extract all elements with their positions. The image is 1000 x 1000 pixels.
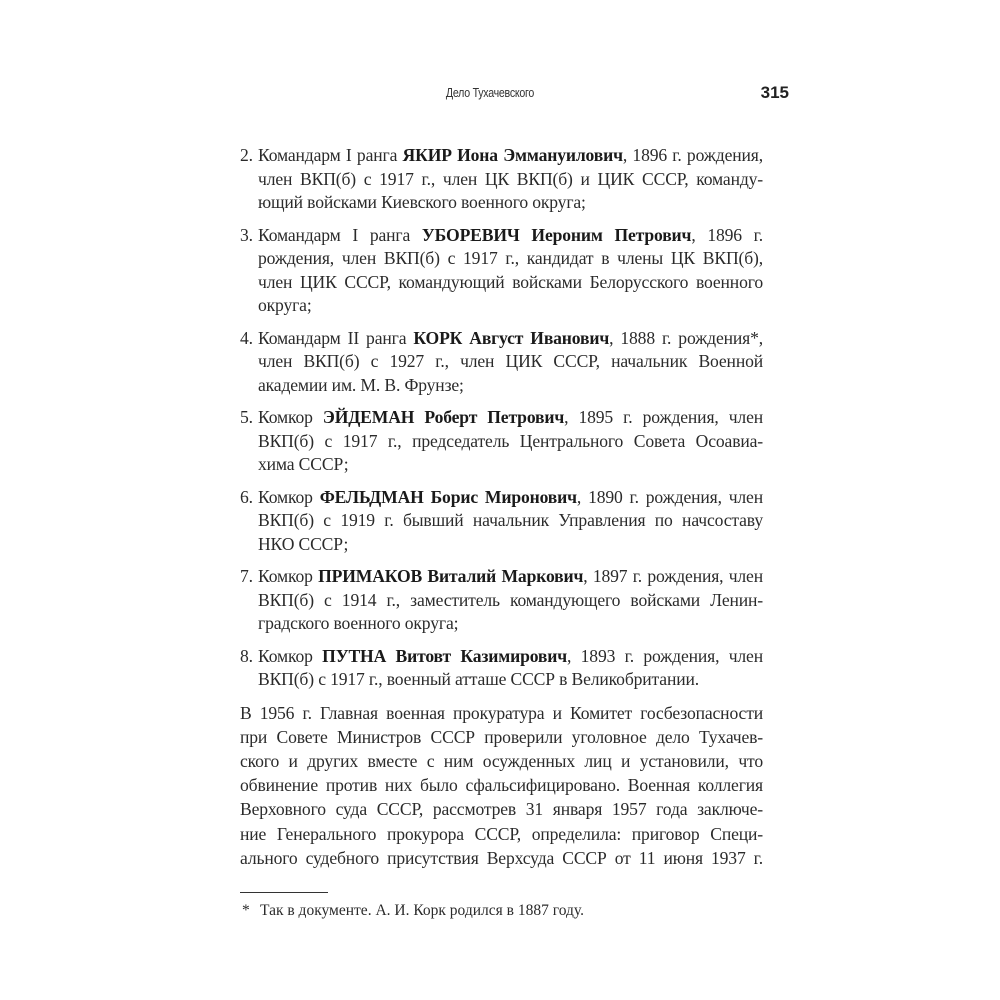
- list-item-line: ВКП(б) с 1919 г. бывший начальник Управления по начсоставу: [258, 510, 763, 530]
- list-item-name: ФЕЛЬДМАН Борис Миронович: [319, 486, 577, 507]
- list-item-name: ЯКИР Иона Эммануилович: [402, 145, 623, 165]
- footnote-divider: [240, 892, 328, 893]
- list-item-line: ВКП(б) с 1917 г., председатель Центрального Совета Осоавиа-: [258, 430, 763, 451]
- list-item-details: , 1895 г. рождения, член: [564, 407, 763, 427]
- list-item-line: член ВКП(б) с 1917 г., член ЦК ВКП(б) и ЦИК СССР, команду-: [258, 168, 763, 189]
- list-item-line: член ЦИК СССР, командующий войсками Белорусского военного: [258, 271, 763, 292]
- list-item-first-line: [240, 224, 763, 248]
- list-item-name: УБОРЕВИЧ Иероним Петрович: [421, 224, 692, 245]
- list-item: [240, 406, 763, 477]
- list-item-number: 2.: [240, 145, 253, 165]
- running-head-title: Дело Тухачевского: [445, 86, 535, 100]
- list-item-name: ПРИМАКОВ Виталий Маркович: [318, 566, 584, 586]
- list-item-details: , 1893 г. рождения, член: [567, 645, 763, 666]
- list-item-details: , 1896 г. рождения,: [622, 145, 763, 165]
- list-item: [240, 645, 763, 692]
- paragraph-line: ального судебного присутствия Верхсуда СССР от 11 июня 1937 г.: [240, 847, 763, 868]
- list-item-details: , 1897 г. рождения, член: [583, 566, 763, 586]
- list-item-rank: Комкор: [258, 407, 323, 427]
- defendants-list: [240, 144, 763, 692]
- list-item-line: градского военного округа;: [258, 613, 459, 633]
- list-item: [240, 224, 763, 318]
- list-item: [240, 565, 763, 636]
- list-item-line: академии им. М. В. Фрунзе;: [258, 374, 464, 395]
- footnote-text: Так в документе. А. И. Корк родился в 1887 году.: [260, 901, 584, 919]
- list-item-number: 6.: [240, 486, 253, 507]
- list-item-first-line: [240, 486, 763, 510]
- list-item-number: 5.: [240, 407, 253, 427]
- list-item-name: ЭЙДЕМАН Роберт Петрович: [322, 407, 565, 427]
- list-item-line: рождения, член ВКП(б) с 1917 г., кандидат в члены ЦК ВКП(б),: [258, 248, 763, 268]
- list-item-rank: Комкор: [258, 645, 323, 666]
- paragraph-line: ние Генерального прокурора СССР, определила: приговор Специ-: [240, 823, 763, 844]
- footnote-mark: *: [242, 901, 250, 919]
- list-item: [240, 486, 763, 557]
- page-number: 315: [760, 83, 789, 102]
- list-item-number: 8.: [240, 645, 253, 666]
- paragraph-line: ского и других вместе с ним осужденных лиц и установили, что: [240, 750, 763, 771]
- list-item-first-line: [240, 645, 763, 669]
- list-item-first-line: [240, 144, 763, 168]
- list-item-rank: Комкор: [258, 486, 320, 507]
- list-item: [240, 327, 763, 398]
- list-item-details: , 1888 г. рождения*,: [609, 327, 763, 348]
- list-item-first-line: [240, 406, 763, 430]
- list-item-details: , 1896 г.: [691, 224, 763, 245]
- list-item-line: хима СССР;: [258, 454, 349, 474]
- list-item-rank: Командарм I ранга: [258, 224, 422, 245]
- list-item-first-line: [240, 327, 763, 351]
- page-body: [240, 144, 763, 921]
- list-item-number: 3.: [240, 224, 253, 245]
- list-item-line: НКО СССР;: [258, 533, 349, 554]
- list-item-number: 7.: [240, 566, 253, 586]
- list-item-name: ПУТНА Витовт Казимирович: [322, 645, 568, 666]
- list-item-first-line: [240, 565, 763, 589]
- list-item: [240, 144, 763, 215]
- paragraph-line: Верховного суда СССР, рассмотрев 31 января 1957 года заключе-: [240, 799, 763, 820]
- list-item-rank: Комкор: [258, 566, 319, 586]
- list-item-line: член ВКП(б) с 1927 г., член ЦИК СССР, начальник Военной: [258, 351, 763, 371]
- list-item-rank: Командарм II ранга: [258, 327, 414, 348]
- list-item-line: ющий войсками Киевского военного округа;: [258, 192, 586, 212]
- paragraph-line: В 1956 г. Главная военная прокуратура и Комитет госбезопасности: [240, 702, 763, 723]
- list-item-number: 4.: [240, 327, 253, 348]
- list-item-details: , 1890 г. рождения, член: [576, 486, 763, 507]
- list-item-name: КОРК Август Иванович: [413, 327, 610, 348]
- paragraph-line: при Совете Министров СССР проверили уголовное дело Тухачев-: [240, 726, 763, 747]
- list-item-line: ВКП(б) с 1917 г., военный атташе СССР в Великобритании.: [258, 669, 699, 689]
- footnote: [240, 901, 763, 921]
- list-item-rank: Командарм I ранга: [258, 145, 403, 165]
- paragraph-line: обвинение против них было сфальсифицировано. Военная коллегия: [240, 775, 763, 796]
- list-item-line: ВКП(б) с 1914 г., заместитель командующего войсками Ленин-: [258, 589, 763, 610]
- list-item-line: округа;: [258, 295, 312, 315]
- body-paragraph: [240, 701, 763, 870]
